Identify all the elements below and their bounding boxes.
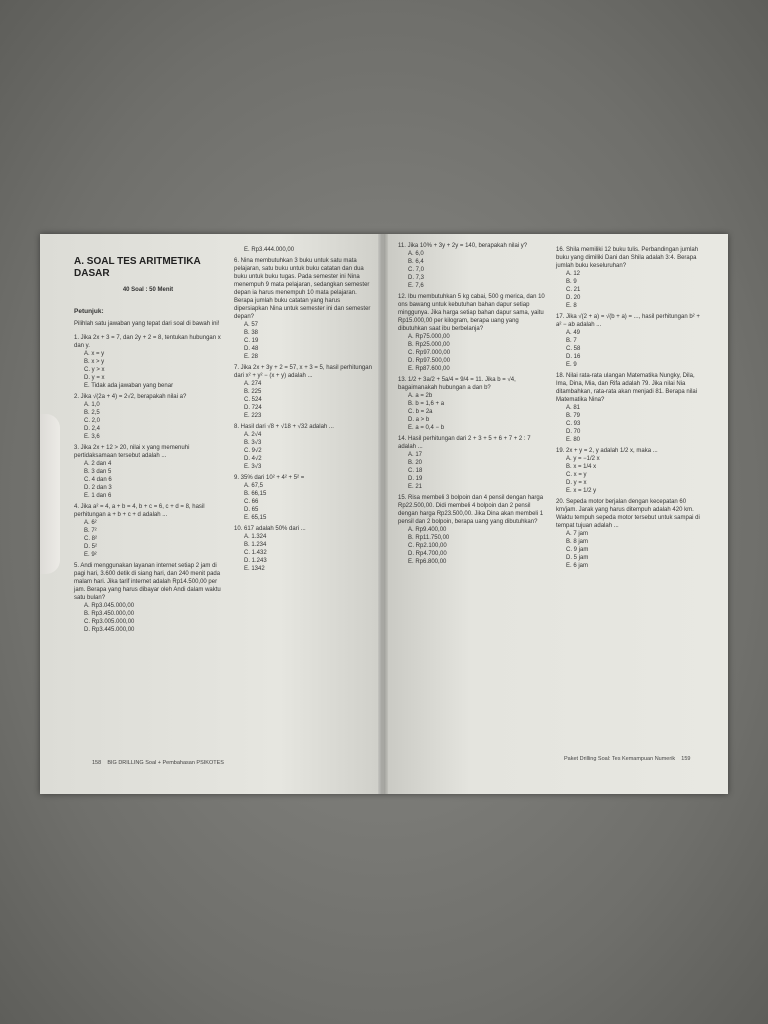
question-item bbox=[556, 313, 706, 369]
answer-option: E. 1 dan 6 bbox=[84, 493, 112, 499]
answer-option: C. 19 bbox=[244, 338, 259, 344]
question-list bbox=[74, 334, 222, 634]
question-item bbox=[74, 503, 222, 559]
page-number: 158 bbox=[92, 760, 102, 766]
answer-option: B. 38 bbox=[244, 330, 259, 336]
answer-option: D. Rp4.700,00 bbox=[408, 551, 447, 557]
answer-option: D. a > b bbox=[408, 417, 430, 423]
answer-options bbox=[556, 270, 706, 310]
answer-option: B. Rp11.750,00 bbox=[408, 535, 450, 541]
answer-option: B. 20 bbox=[408, 460, 423, 466]
answer-option: E. 3,6 bbox=[84, 434, 100, 440]
answer-options bbox=[556, 455, 706, 495]
instructions-label: Petunjuk: bbox=[74, 308, 104, 315]
answer-option: D. 48 bbox=[244, 346, 259, 352]
answer-option: A. 2 dan 4 bbox=[84, 461, 112, 467]
section-subtitle: 40 Soal : 50 Menit bbox=[122, 287, 174, 293]
answer-options bbox=[234, 246, 374, 254]
question-item bbox=[234, 257, 374, 361]
question-text: 4. Jika a² = 4, a + b = 4, b + c = 6, c + d = 8, hasil perhitungan a + b + c + d adalah ... bbox=[74, 504, 205, 518]
answer-option: C. 7,0 bbox=[408, 267, 425, 273]
answer-option: A. 6² bbox=[84, 520, 97, 526]
page-footer-right bbox=[564, 756, 690, 762]
section-title: A. SOAL TES ARITMETIKA DASAR bbox=[74, 256, 201, 279]
question-item bbox=[234, 364, 374, 420]
question-text: 10. 617 adalah 50% dari ... bbox=[234, 526, 306, 532]
question-list bbox=[398, 242, 548, 566]
question-text: 18. Nilai rata-rata ulangan Matematika Nungky, Dila, Ima, Dina, Mia, dan Rifa adalah 79. Jika nilai Nia ditambahkan, rata-rata akan menjadi 81. Berapa nilai Matematika Nina? bbox=[556, 373, 698, 403]
answer-option: B. 3 dan 5 bbox=[84, 469, 112, 475]
question-text: 16. Shila memiliki 12 buku tulis. Perbandingan jumlah buku yang dimiliki Dani dan Shila adalah 3:4. Berapa jumlah buku keseluruhan? bbox=[556, 247, 699, 269]
answer-option: D. Rp97.500,00 bbox=[408, 358, 451, 364]
question-item bbox=[234, 423, 374, 471]
answer-option: D. 2 dan 3 bbox=[84, 485, 112, 491]
answer-option: B. 225 bbox=[244, 389, 262, 395]
answer-option: E. 80 bbox=[566, 437, 581, 443]
answer-option: D. Rp3.445.000,00 bbox=[84, 627, 135, 633]
answer-option: A. Rp9.400,00 bbox=[408, 527, 447, 533]
answer-option: E. 9² bbox=[84, 552, 97, 558]
answer-option: C. 66 bbox=[244, 499, 259, 505]
answer-options bbox=[234, 533, 374, 573]
answer-option: C. Rp97.000,00 bbox=[408, 350, 451, 356]
question-text: 13. 1/2 + 3a/2 + 5a/4 = 9/4 = 11. Jika b = √4, bagaimanakah hubungan a dan b? bbox=[398, 377, 516, 391]
left-column-2 bbox=[234, 246, 374, 576]
open-book bbox=[40, 234, 728, 794]
answer-option: D. 4√2 bbox=[244, 456, 262, 462]
answer-option: D. 7,3 bbox=[408, 275, 425, 281]
answer-option: E. 65,15 bbox=[244, 515, 267, 521]
answer-option: B. Rp25.000,00 bbox=[408, 342, 450, 348]
answer-option: E. 223 bbox=[244, 413, 262, 419]
answer-option: A. Rp75.000,00 bbox=[408, 334, 450, 340]
question-item bbox=[74, 334, 222, 390]
question-item bbox=[234, 246, 374, 254]
question-item bbox=[234, 474, 374, 522]
thumb bbox=[40, 414, 60, 574]
answer-option: B. Rp3.450.000,00 bbox=[84, 611, 135, 617]
answer-option: B. x = 1/4 x bbox=[566, 464, 597, 470]
answer-options bbox=[74, 350, 222, 390]
question-list bbox=[556, 246, 706, 570]
answer-option: B. 79 bbox=[566, 413, 581, 419]
question-text: 14. Hasil perhitungan dari 2 + 3 + 5 + 6 + 7 + 2 : 7 adalah ... bbox=[398, 436, 531, 450]
answer-option: C. 58 bbox=[566, 346, 581, 352]
answer-option: A. 17 bbox=[408, 452, 423, 458]
answer-options bbox=[398, 451, 548, 491]
answer-option: B. 9 bbox=[566, 279, 577, 285]
answer-option: A. Rp3.045.000,00 bbox=[84, 603, 135, 609]
answer-option: B. 7² bbox=[84, 528, 97, 534]
question-text: 7. Jika 2x + 3y + 2 = 57, x + 3 = 5, hasil perhitungan dari x² + y² − (x + y) adalah ... bbox=[234, 365, 372, 379]
question-text: 11. Jika 10% + 3y + 2y = 140, berapakah nilai y? bbox=[398, 243, 528, 249]
answer-option: B. 2,5 bbox=[84, 410, 100, 416]
answer-option: A. 2√4 bbox=[244, 432, 262, 438]
right-column-1 bbox=[398, 242, 548, 569]
left-column-1 bbox=[74, 256, 222, 637]
question-item bbox=[74, 562, 222, 634]
answer-option: A. 57 bbox=[244, 322, 259, 328]
question-item bbox=[234, 525, 374, 573]
answer-option: D. 5 jam bbox=[566, 555, 589, 561]
answer-option: D. 19 bbox=[408, 476, 423, 482]
question-item bbox=[556, 447, 706, 495]
question-text: 15. Risa membeli 3 bolpoin dan 4 pensil dengan harga Rp22.500,00. Didi membeli 4 bolpoin dan 2 pensil dengan harga Rp23.500,00. Jika Dina akan membeli 1 pensil dan 2 bolpoin, berapa uang yang dibutuhkan? bbox=[398, 495, 544, 525]
answer-option: A. 12 bbox=[566, 271, 581, 277]
answer-option: C. 18 bbox=[408, 468, 423, 474]
question-text: 1. Jika 2x + 3 = 7, dan 2y + 2 = 8, tentukan hubungan x dan y. bbox=[74, 335, 221, 349]
answer-option: C. b = 2a bbox=[408, 409, 433, 415]
answer-option: A. 1.324 bbox=[244, 534, 267, 540]
answer-option: A. 274 bbox=[244, 381, 262, 387]
answer-option: A. 67,5 bbox=[244, 483, 264, 489]
answer-option: C. Rp3.005.000,00 bbox=[84, 619, 135, 625]
answer-option: E. x = 1/2 y bbox=[566, 488, 597, 494]
answer-option: E. 28 bbox=[244, 354, 259, 360]
answer-options bbox=[398, 333, 548, 373]
answer-options bbox=[234, 431, 374, 471]
question-text: 2. Jika √(2a + 4) = 2√2, berapakah nilai a? bbox=[74, 394, 187, 400]
answer-option: B. 3√3 bbox=[244, 440, 262, 446]
question-item bbox=[556, 498, 706, 570]
answer-option: A. 7 jam bbox=[566, 531, 589, 537]
question-text: 8. Hasil dari √8 + √18 + √32 adalah ... bbox=[234, 424, 334, 430]
page-number: 159 bbox=[681, 756, 691, 762]
question-item bbox=[398, 242, 548, 290]
answer-option: A. a = 2b bbox=[408, 393, 433, 399]
question-item bbox=[556, 372, 706, 444]
answer-option: C. x = y bbox=[566, 472, 587, 478]
footer-title: BIG DRILLING Soal + Pembahasan PSIKOTES bbox=[107, 760, 224, 766]
answer-option: B. b = 1,6 + a bbox=[408, 401, 445, 407]
answer-options bbox=[556, 329, 706, 369]
left-page bbox=[40, 234, 382, 794]
answer-options bbox=[398, 250, 548, 290]
answer-options bbox=[74, 460, 222, 500]
answer-option: D. 16 bbox=[566, 354, 581, 360]
answer-option: A. 49 bbox=[566, 330, 581, 336]
question-item bbox=[398, 435, 548, 491]
answer-option: E. 6 jam bbox=[566, 563, 589, 569]
answer-option: E. 7,6 bbox=[408, 283, 424, 289]
right-column-2 bbox=[556, 246, 706, 573]
answer-options bbox=[74, 401, 222, 441]
answer-option: D. y = x bbox=[566, 480, 587, 486]
answer-option: B. 66,15 bbox=[244, 491, 267, 497]
answer-option: B. 1.234 bbox=[244, 542, 267, 548]
question-list bbox=[234, 246, 374, 573]
answer-option: E. Rp87.600,00 bbox=[408, 366, 450, 372]
answer-option: E. Rp3.444.000,00 bbox=[244, 247, 295, 253]
answer-option: C. 2,0 bbox=[84, 418, 101, 424]
question-item bbox=[398, 494, 548, 566]
answer-option: C. 93 bbox=[566, 421, 581, 427]
answer-options bbox=[234, 321, 374, 361]
answer-option: C. 8² bbox=[84, 536, 98, 542]
answer-option: C. 21 bbox=[566, 287, 581, 293]
answer-option: E. 1342 bbox=[244, 566, 265, 572]
answer-option: D. 5² bbox=[84, 544, 98, 550]
question-text: 3. Jika 2x + 12 > 20, nilai x yang memenuhi pertidaksamaan tersebut adalah ... bbox=[74, 445, 190, 459]
answer-option: C. 9 jam bbox=[566, 547, 589, 553]
question-item bbox=[74, 393, 222, 441]
question-text: 19. 2x + y = 2, y adalah 1/2 x, maka ... bbox=[556, 448, 658, 454]
answer-options bbox=[556, 530, 706, 570]
question-text: 12. Ibu membutuhkan 5 kg cabai, 500 g merica, dan 10 ons bawang untuk kebutuhan bahan dapur setiap minggunya. Jika harga setiap bahan dapur sama, yaitu Rp15.000,00 per kilogram, berapa uang yang dibutuhkan saat ibu berbelanja? bbox=[398, 294, 545, 332]
answer-options bbox=[234, 380, 374, 420]
footer-title: Paket Drilling Soal: Tes Kemampuan Numerik bbox=[564, 756, 676, 762]
answer-option: B. 6,4 bbox=[408, 259, 424, 265]
answer-option: A. y = −1/2 x bbox=[566, 456, 600, 462]
answer-options bbox=[74, 519, 222, 559]
answer-option: A. x = y bbox=[84, 351, 105, 357]
question-item bbox=[398, 293, 548, 373]
answer-option: E. a = 0,4 − b bbox=[408, 425, 445, 431]
answer-options bbox=[74, 602, 222, 634]
answer-option: D. 20 bbox=[566, 295, 581, 301]
question-text: 20. Sepeda motor berjalan dengan kecepatan 60 km/jam. Jarak yang harus ditempuh adalah 420 km. Waktu tempuh sepeda motor tersebut untuk sampai di tempat tujuan adalah ... bbox=[556, 499, 700, 529]
question-text: 17. Jika √(2 + a) = √(b + a) = ..., hasil perhitungan b² + a² − ab adalah ... bbox=[556, 314, 700, 328]
answer-option: C. y > x bbox=[84, 367, 105, 373]
answer-option: E. 8 bbox=[566, 303, 577, 309]
instructions-text: Pilihlah satu jawaban yang tepat dari soal di bawah ini! bbox=[74, 321, 220, 327]
answer-option: C. Rp2.100,00 bbox=[408, 543, 447, 549]
answer-options bbox=[398, 526, 548, 566]
answer-option: E. 21 bbox=[408, 484, 423, 490]
answer-option: B. x > y bbox=[84, 359, 105, 365]
answer-option: E. Tidak ada jawaban yang benar bbox=[84, 383, 174, 389]
question-text: 9. 35% dari 10² + 4² + 5² = bbox=[234, 475, 305, 481]
answer-option: A. 81 bbox=[566, 405, 581, 411]
answer-option: A. 6,0 bbox=[408, 251, 424, 257]
answer-options bbox=[398, 392, 548, 432]
answer-option: D. 65 bbox=[244, 507, 259, 513]
answer-option: E. Rp6.800,00 bbox=[408, 559, 447, 565]
question-item bbox=[74, 444, 222, 500]
answer-options bbox=[556, 404, 706, 444]
answer-option: D. 1.243 bbox=[244, 558, 267, 564]
answer-option: B. 8 jam bbox=[566, 539, 589, 545]
answer-option: B. 7 bbox=[566, 338, 577, 344]
question-item bbox=[556, 246, 706, 310]
question-item bbox=[398, 376, 548, 432]
answer-option: D. 2,4 bbox=[84, 426, 101, 432]
answer-option: D. y = x bbox=[84, 375, 105, 381]
answer-option: E. 9 bbox=[566, 362, 577, 368]
answer-option: D. 70 bbox=[566, 429, 581, 435]
answer-option: C. 1.432 bbox=[244, 550, 267, 556]
answer-option: C. 9√2 bbox=[244, 448, 262, 454]
page-footer-left bbox=[92, 760, 224, 766]
answer-option: E. 3√3 bbox=[244, 464, 262, 470]
answer-option: C. 524 bbox=[244, 397, 262, 403]
answer-options bbox=[234, 482, 374, 522]
answer-option: A. 1,0 bbox=[84, 402, 100, 408]
book-gutter bbox=[378, 234, 388, 794]
answer-option: C. 4 dan 6 bbox=[84, 477, 112, 483]
right-page bbox=[384, 234, 728, 794]
question-text: 6. Nina membutuhkan 3 buku untuk satu mata pelajaran, satu buku untuk buku catatan dan dua buku untuk buku tugas. Pada semester ini Nina menempuh 9 mata pelajaran, sedangkan semester depan ia harus menempuh 10 mata pelajaran. Berapa jumlah buku catatan yang harus dipersiapkan Nina untuk semester ini dan semester depan? bbox=[234, 258, 371, 320]
question-text: 5. Andi menggunakan layanan internet setiap 2 jam di pagi hari, 3.600 detik di siang hari, dan 240 menit pada malam hari. Jika tarif internet adalah Rp14.500,00 per jam. Berapa yang harus dibayar oleh Andi dalam waktu satu bulan? bbox=[74, 563, 221, 601]
answer-option: D. 724 bbox=[244, 405, 262, 411]
